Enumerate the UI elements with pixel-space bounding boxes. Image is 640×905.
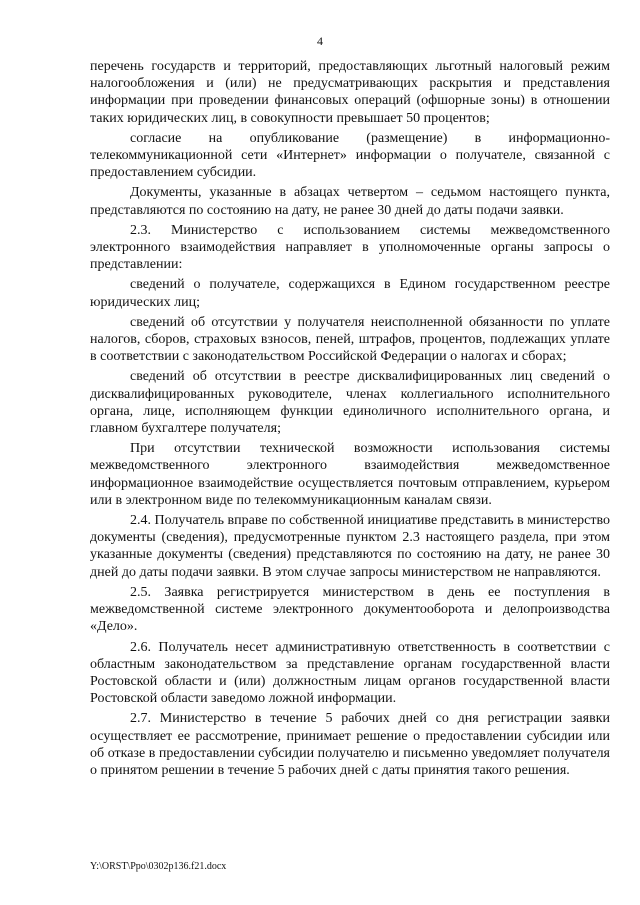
- file-path-footer: Y:\ORST\Ppo\0302p136.f21.docx: [90, 861, 227, 872]
- paragraph: перечень государств и территорий, предоставляющих льготный налоговый режим налогообложения и (или) не предусматривающих раскрытия и представления информации при проведении финансовых операций (офшорные зоны) в отношении таких юридических лиц, в совокупности превышает 50 процентов;: [90, 59, 610, 126]
- paragraph: 2.3. Министерство с использованием системы межведомственного электронного взаимодействия направляет в уполномоченные органы запросы о представлении:: [90, 222, 610, 273]
- paragraph: 2.4. Получатель вправе по собственной инициативе представить в министерство документы (сведения), предусмотренные пунктом 2.3 настоящего раздела, при этом указанные документы (сведения) представляются по состоянию на дату, не ранее 30 дней до даты подачи заявки. В этом случае запросы министерством не направляются.: [90, 513, 610, 580]
- paragraph: сведений об отсутствии в реестре дисквалифицированных лиц сведений о дисквалифицированных руководителе, членах коллегиального исполнительного органа, лице, исполняющем функции единоличного исполнительного органа, и главном бухгалтере получателя;: [90, 369, 610, 437]
- paragraph: 2.6. Получатель несет административную ответственность в соответствии с областным законодательством за представление органам государственной власти Ростовской области и (или) должностным лицам органов государственной власти Ростовской области заведомо ложной информации.: [90, 639, 610, 707]
- paragraph: 2.5. Заявка регистрируется министерством в день ее поступления в межведомственной системе электронного документооборота и делопроизводства «Дело».: [90, 584, 610, 635]
- paragraph: При отсутствии технической возможности использования системы межведомственного электронного взаимодействия межведомственное информационное взаимодействие осуществляется почтовым отправлением, курьером или в электронном виде по телекоммуникационным каналам связи.: [90, 441, 610, 508]
- paragraph: 2.7. Министерство в течение 5 рабочих дней со дня регистрации заявки осуществляет ее рассмотрение, принимает решение о предоставлении субсидии или об отказе в предоставлении субсидии получателю и письменно уведомляет получателя о принятом решении в течение 5 рабочих дней с даты принятия такого решения.: [90, 711, 610, 778]
- paragraph: сведений о получателе, содержащихся в Едином государственном реестре юридических лиц;: [90, 277, 610, 310]
- paragraph: сведений об отсутствии у получателя неисполненной обязанности по уплате налогов, сборов, страховых взносов, пеней, штрафов, процентов, подлежащих уплате в соответствии с законодательством Российской Федерации о налогах и сборах;: [90, 314, 610, 365]
- page-number: 4: [317, 34, 323, 48]
- document-body: [90, 58, 610, 782]
- paragraph: Документы, указанные в абзацах четвертом – седьмом настоящего пункта, представляются по состоянию на дату, не ранее 30 дней до даты подачи заявки.: [90, 185, 610, 218]
- paragraph: согласие на опубликование (размещение) в информационно-телекоммуникационной сети «Интернет» информации о получателе, связанной с предоставлением субсидии.: [90, 130, 610, 181]
